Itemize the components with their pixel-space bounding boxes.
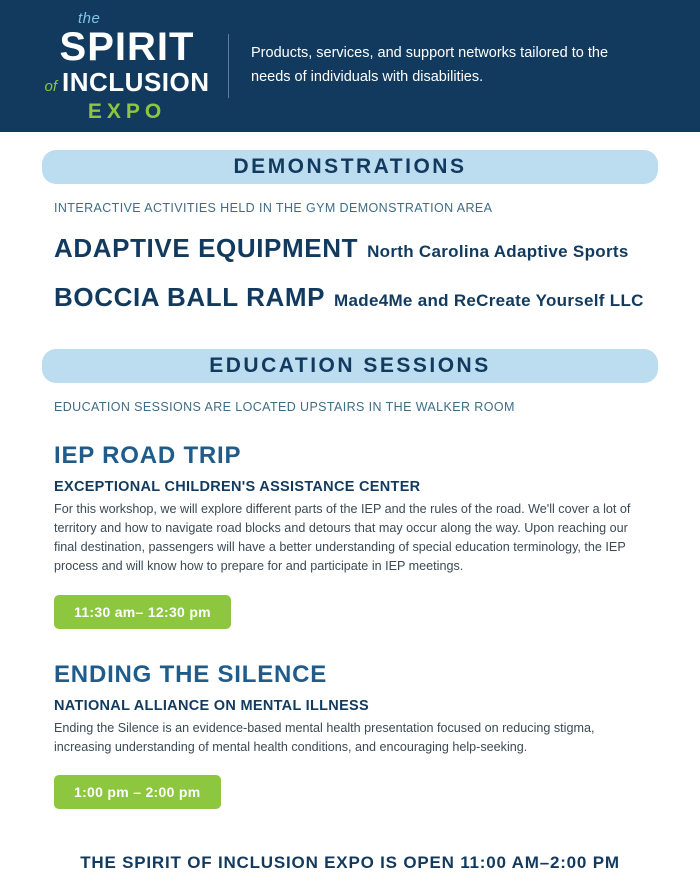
demonstration-item xyxy=(54,233,658,264)
expo-hours-note: THE SPIRIT OF INCLUSION EXPO IS OPEN 11:00 AM–2:00 PM xyxy=(80,852,620,872)
demonstration-org: North Carolina Adaptive Sports xyxy=(367,242,629,261)
education-sessions-section xyxy=(42,313,658,809)
header-divider xyxy=(228,34,229,98)
demonstrations-section xyxy=(42,132,658,313)
session-time-badge: 11:30 am– 12:30 pm xyxy=(54,595,231,629)
logo-of: of xyxy=(44,77,58,95)
page-header xyxy=(0,0,700,132)
demonstrations-band-label: DEMONSTRATIONS xyxy=(233,155,467,178)
demonstration-org: Made4Me and ReCreate Yourself LLC xyxy=(334,291,644,310)
session-description: For this workshop, we will explore different parts of the IEP and the rules of the road. We'll cover a lot of territory and how to navigate road blocks and detours that may occur along the way. Upon reaching our final destination, passengers will have a better understanding of special education terminology, the IEP process and will know how to prepare for and participate in IEP meetings. xyxy=(54,502,631,574)
logo-inclusion: INCLUSION xyxy=(62,66,210,97)
logo-expo: EXPO xyxy=(87,99,167,123)
logo-spirit: SPIRIT xyxy=(59,24,195,69)
session-description: Ending the Silence is an evidence-based mental health presentation focused on reducing stigma, increasing understanding of mental health conditions, and encouraging help-seeking. xyxy=(54,720,595,754)
demonstration-title: BOCCIA BALL RAMP xyxy=(54,282,326,312)
education-band-label: EDUCATION SESSIONS xyxy=(209,354,491,377)
education-band xyxy=(42,349,658,383)
demonstration-title: ADAPTIVE EQUIPMENT xyxy=(54,233,359,263)
session-item xyxy=(54,442,658,629)
session-org: EXCEPTIONAL CHILDREN'S ASSISTANCE CENTER xyxy=(54,479,421,495)
page-content xyxy=(0,132,700,873)
logo-the: the xyxy=(78,9,101,27)
expo-logo xyxy=(44,9,210,123)
session-item xyxy=(54,661,658,809)
session-title: IEP ROAD TRIP xyxy=(54,442,242,469)
session-time-badge: 1:00 pm – 2:00 pm xyxy=(54,775,221,809)
demonstrations-subnote: INTERACTIVE ACTIVITIES HELD IN THE GYM DEMONSTRATION AREA xyxy=(54,201,493,215)
session-org: NATIONAL ALLIANCE ON MENTAL ILLNESS xyxy=(54,697,369,714)
demonstrations-band xyxy=(42,150,658,184)
education-subnote: EDUCATION SESSIONS ARE LOCATED UPSTAIRS IN THE WALKER ROOM xyxy=(54,400,515,414)
demonstration-item xyxy=(54,282,658,313)
header-tagline: Products, services, and support networks tailored to the needs of individuals with disabilities. xyxy=(251,45,609,85)
logo-inclusion-row xyxy=(44,66,210,97)
session-title: ENDING THE SILENCE xyxy=(54,660,328,688)
